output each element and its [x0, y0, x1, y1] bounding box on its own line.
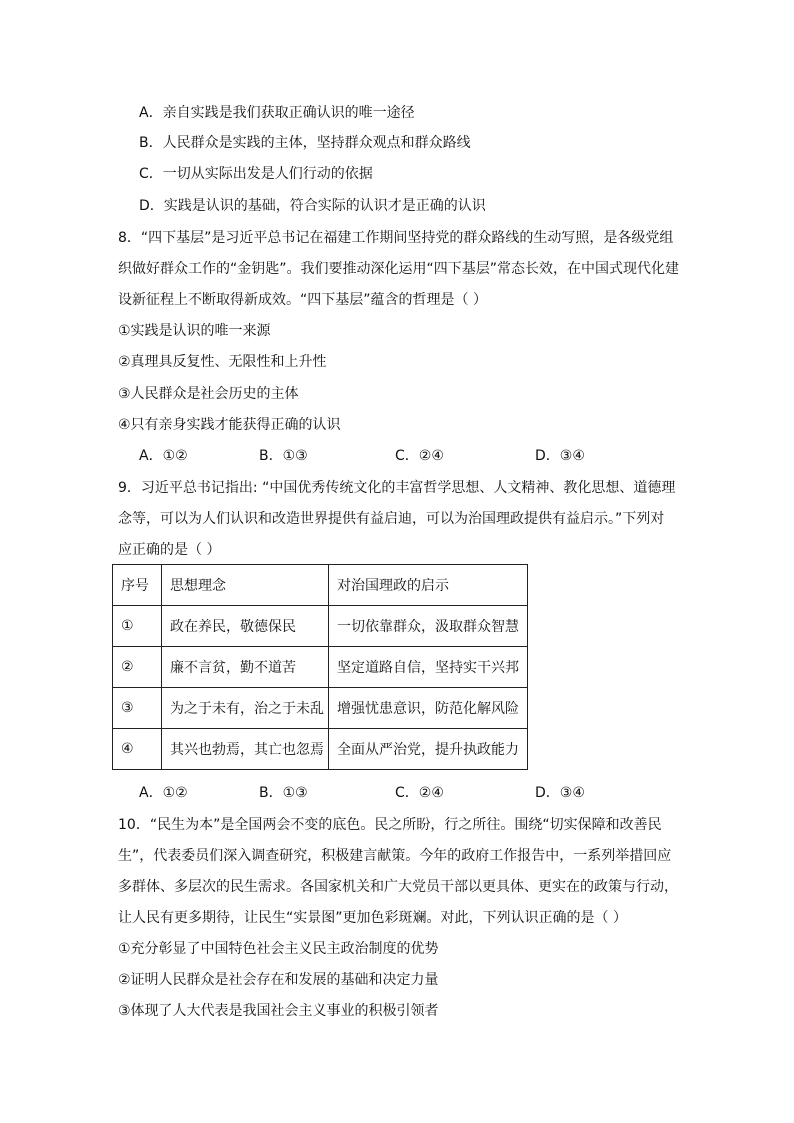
q10-stem-line: 生”，代表委员们深入调查研究，积极建言献策。今年的政府工作报告中，一系列举措回应: [118, 848, 672, 864]
q8-choice-d: D．③④: [535, 448, 585, 464]
q9-stem-line: 应正确的是（ ）: [118, 542, 221, 558]
table-header-cell: 思想理念: [162, 565, 329, 606]
q7-option-d: D．实践是认识的基础，符合实际的认识才是正确的认识: [139, 198, 486, 214]
table-cell: 坚定道路自信，坚持实干兴邦: [329, 647, 528, 688]
table-cell: 其兴也勃焉，其亡也忽焉: [162, 729, 329, 770]
q9-stem-line: 9．习近平总书记指出: “中国优秀传统文化的丰富哲学思想、人文精神、教化思想、道德理: [118, 480, 676, 496]
q8-choice-a: A．①②: [139, 448, 188, 464]
q9-choices: [139, 783, 609, 803]
q10-statement: ③体现了人大代表是我国社会主义事业的积极引领者: [118, 1003, 439, 1019]
table-cell: 政在养民，敬德保民: [162, 606, 329, 647]
table-header-cell: 序号: [113, 565, 162, 606]
q9-choice-c: C．②④: [395, 785, 444, 801]
table-header-row: [113, 565, 528, 606]
q8-stem-line: 设新征程上不断取得新成效。“四下基层”蕴含的哲理是（ ）: [118, 292, 487, 308]
q9-stem-line: 念等，可以为人们认识和改造世界提供有益启迪，可以为治国理政提供有益启示。”下列对: [118, 511, 665, 527]
table-row: [113, 688, 528, 729]
table-cell: 一切依靠群众，汲取群众智慧: [329, 606, 528, 647]
table-cell: 廉不言贫，勤不道苦: [162, 647, 329, 688]
q8-stem-line: 8．“四下基层”是习近平总书记在福建工作期间坚持党的群众路线的生动写照，是各级党组: [118, 230, 674, 246]
table-cell: ②: [113, 647, 162, 688]
table-cell: ①: [113, 606, 162, 647]
q8-statement: ②真理具反复性、无限性和上升性: [118, 354, 327, 370]
table-cell: 增强忧患意识，防范化解风险: [329, 688, 528, 729]
table-cell: ③: [113, 688, 162, 729]
q8-choices: [139, 446, 609, 466]
table-row: [113, 729, 528, 770]
table-row: [113, 647, 528, 688]
q9-choice-b: B．①③: [259, 785, 308, 801]
q7-option-a: A．亲自实践是我们获取正确认识的唯一途径: [139, 105, 415, 121]
q10-statement: ①充分彰显了中国特色社会主义民主政治制度的优势: [118, 941, 439, 957]
table-header-cell: 对治国理政的启示: [329, 565, 528, 606]
q8-statement: ①实践是认识的唯一来源: [118, 323, 271, 339]
q9-table: [112, 564, 528, 770]
table-cell: ④: [113, 729, 162, 770]
q9-choice-a: A．①②: [139, 785, 188, 801]
q8-stem-line: 织做好群众工作的“金钥匙”。我们要推动深化运用“四下基层”常态长效，在中国式现代化建: [118, 261, 680, 277]
q8-statement: ④只有亲身实践才能获得正确的认识: [118, 417, 341, 433]
q8-statement: ③人民群众是社会历史的主体: [118, 386, 299, 402]
table-cell: 全面从严治党，提升执政能力: [329, 729, 528, 770]
q8-choice-b: B．①③: [259, 448, 308, 464]
q10-statement: ②证明人民群众是社会存在和发展的基础和决定力量: [118, 972, 439, 988]
table-cell: 为之于未有，治之于未乱: [162, 688, 329, 729]
q8-choice-c: C．②④: [395, 448, 444, 464]
q10-stem-line: 让人民有更多期待，让民生“实景图”更加色彩斑斓。对此，下列认识正确的是（ ）: [118, 910, 627, 926]
q10-stem-line: 10．“民生为本”是全国两会不变的底色。民之所盼，行之所往。围绕“切实保障和改善民: [118, 817, 662, 833]
q7-option-b: B．人民群众是实践的主体，坚持群众观点和群众路线: [139, 135, 471, 151]
q9-choice-d: D．③④: [535, 785, 585, 801]
q10-stem-line: 多群体、多层次的民生需求。各国家机关和广大党员干部以更具体、更实在的政策与行动，: [118, 879, 678, 895]
table-row: [113, 606, 528, 647]
q7-option-c: C．一切从实际出发是人们行动的依据: [139, 166, 373, 182]
